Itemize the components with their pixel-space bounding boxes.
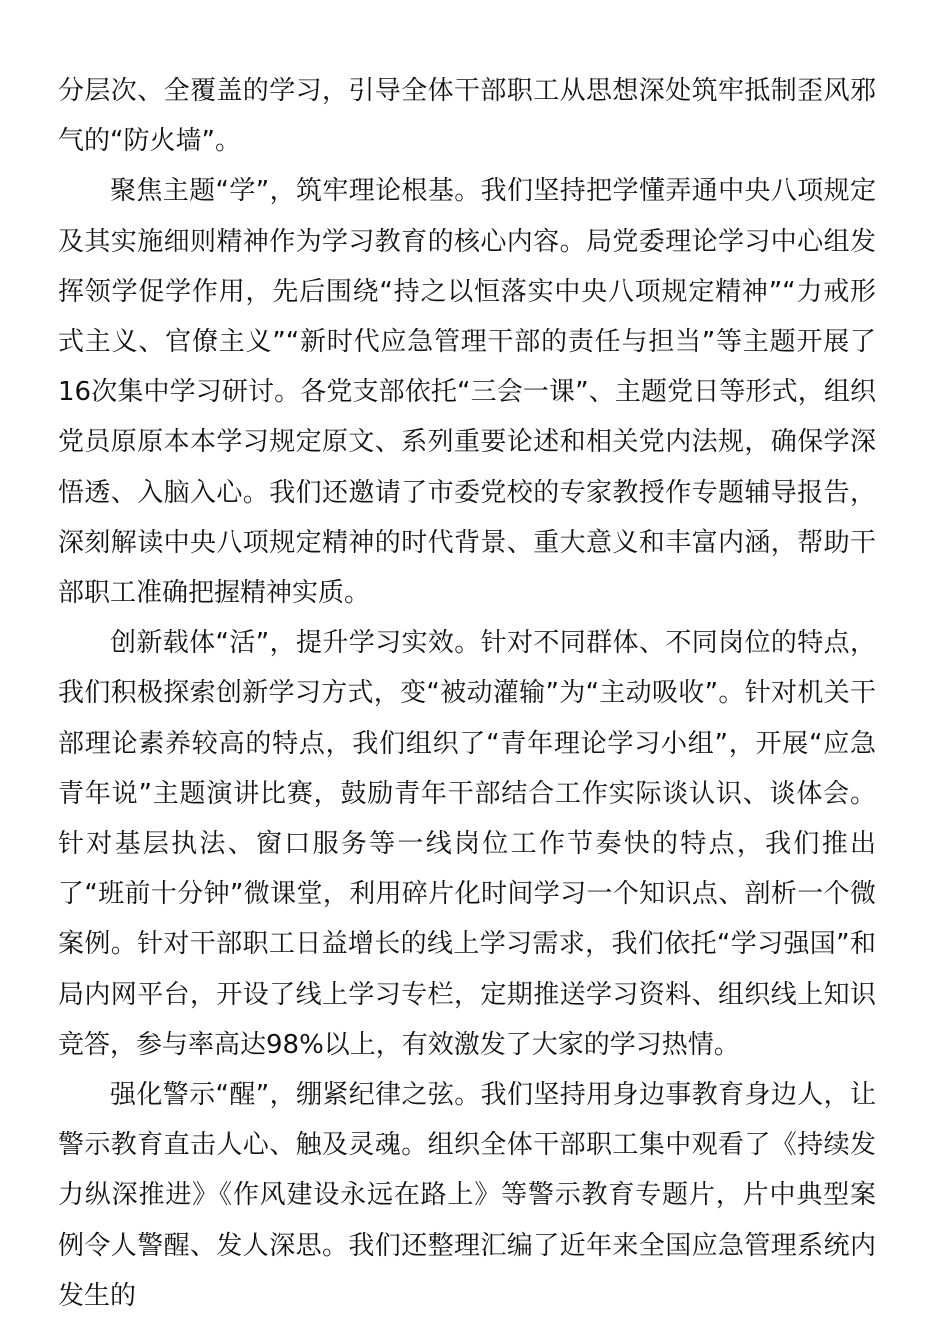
body-text bbox=[58, 66, 876, 1321]
paragraph-continuation: 分层次、全覆盖的学习，引导全体干部职工从思想深处筑牢抵制歪风邪气的“防火墙”。 bbox=[58, 76, 876, 157]
paragraph-innovative-carrier: 创新载体“活”，提升学习实效。针对不同群体、不同岗位的特点，我们积极探索创新学习方式，变“被动灌输”为“主动吸收”。针对机关干部理论素养较高的特点，我们组织了“青年理论学习小组”，开展“应急青年说”主题演讲比赛，鼓励青年干部结合工作实际谈认识、谈体会。针对基层执法、窗口服务等一线岗位工作节奏快的特点，我们推出了“班前十分钟”微课堂，利用碎片化时间学习一个知识点、剖析一个微案例。针对干部职工日益增长的线上学习需求，我们依托“学习强国”和局内网平台，开设了线上学习专栏，定期推送学习资料、组织线上知识竞答，参与率高达98%以上，有效激发了大家的学习热情。 bbox=[58, 628, 876, 1060]
paragraph-study-theme: 聚焦主题“学”，筑牢理论根基。我们坚持把学懂弄通中央八项规定及其实施细则精神作为学习教育的核心内容。局党委理论学习中心组发挥领学促学作用，先后围绕“持之以恒落实中央八项规定精神”“力戒形式主义、官僚主义”“新时代应急管理干部的责任与担当”等主题开展了16次集中学习研讨。各党支部依托“三会一课”、主题党日等形式，组织党员原原本本学习规定原文、系列重要论述和相关党内法规，确保学深悟透、入脑入心。我们还邀请了市委党校的专家教授作专题辅导报告，深刻解读中央八项规定精神的时代背景、重大意义和丰富内涵，帮助干部职工准确把握精神实质。 bbox=[58, 176, 876, 609]
paragraph-warning-education: 强化警示“醒”，绷紧纪律之弦。我们坚持用身边事教育身边人，让警示教育直击人心、触及灵魂。组织全体干部职工集中观看了《持续发力纵深推进》《作风建设永远在路上》等警示教育专题片，片中典型案例令人警醒、发人深思。我们还整理汇编了近年来全国应急管理系统内发生的 bbox=[58, 1080, 876, 1311]
